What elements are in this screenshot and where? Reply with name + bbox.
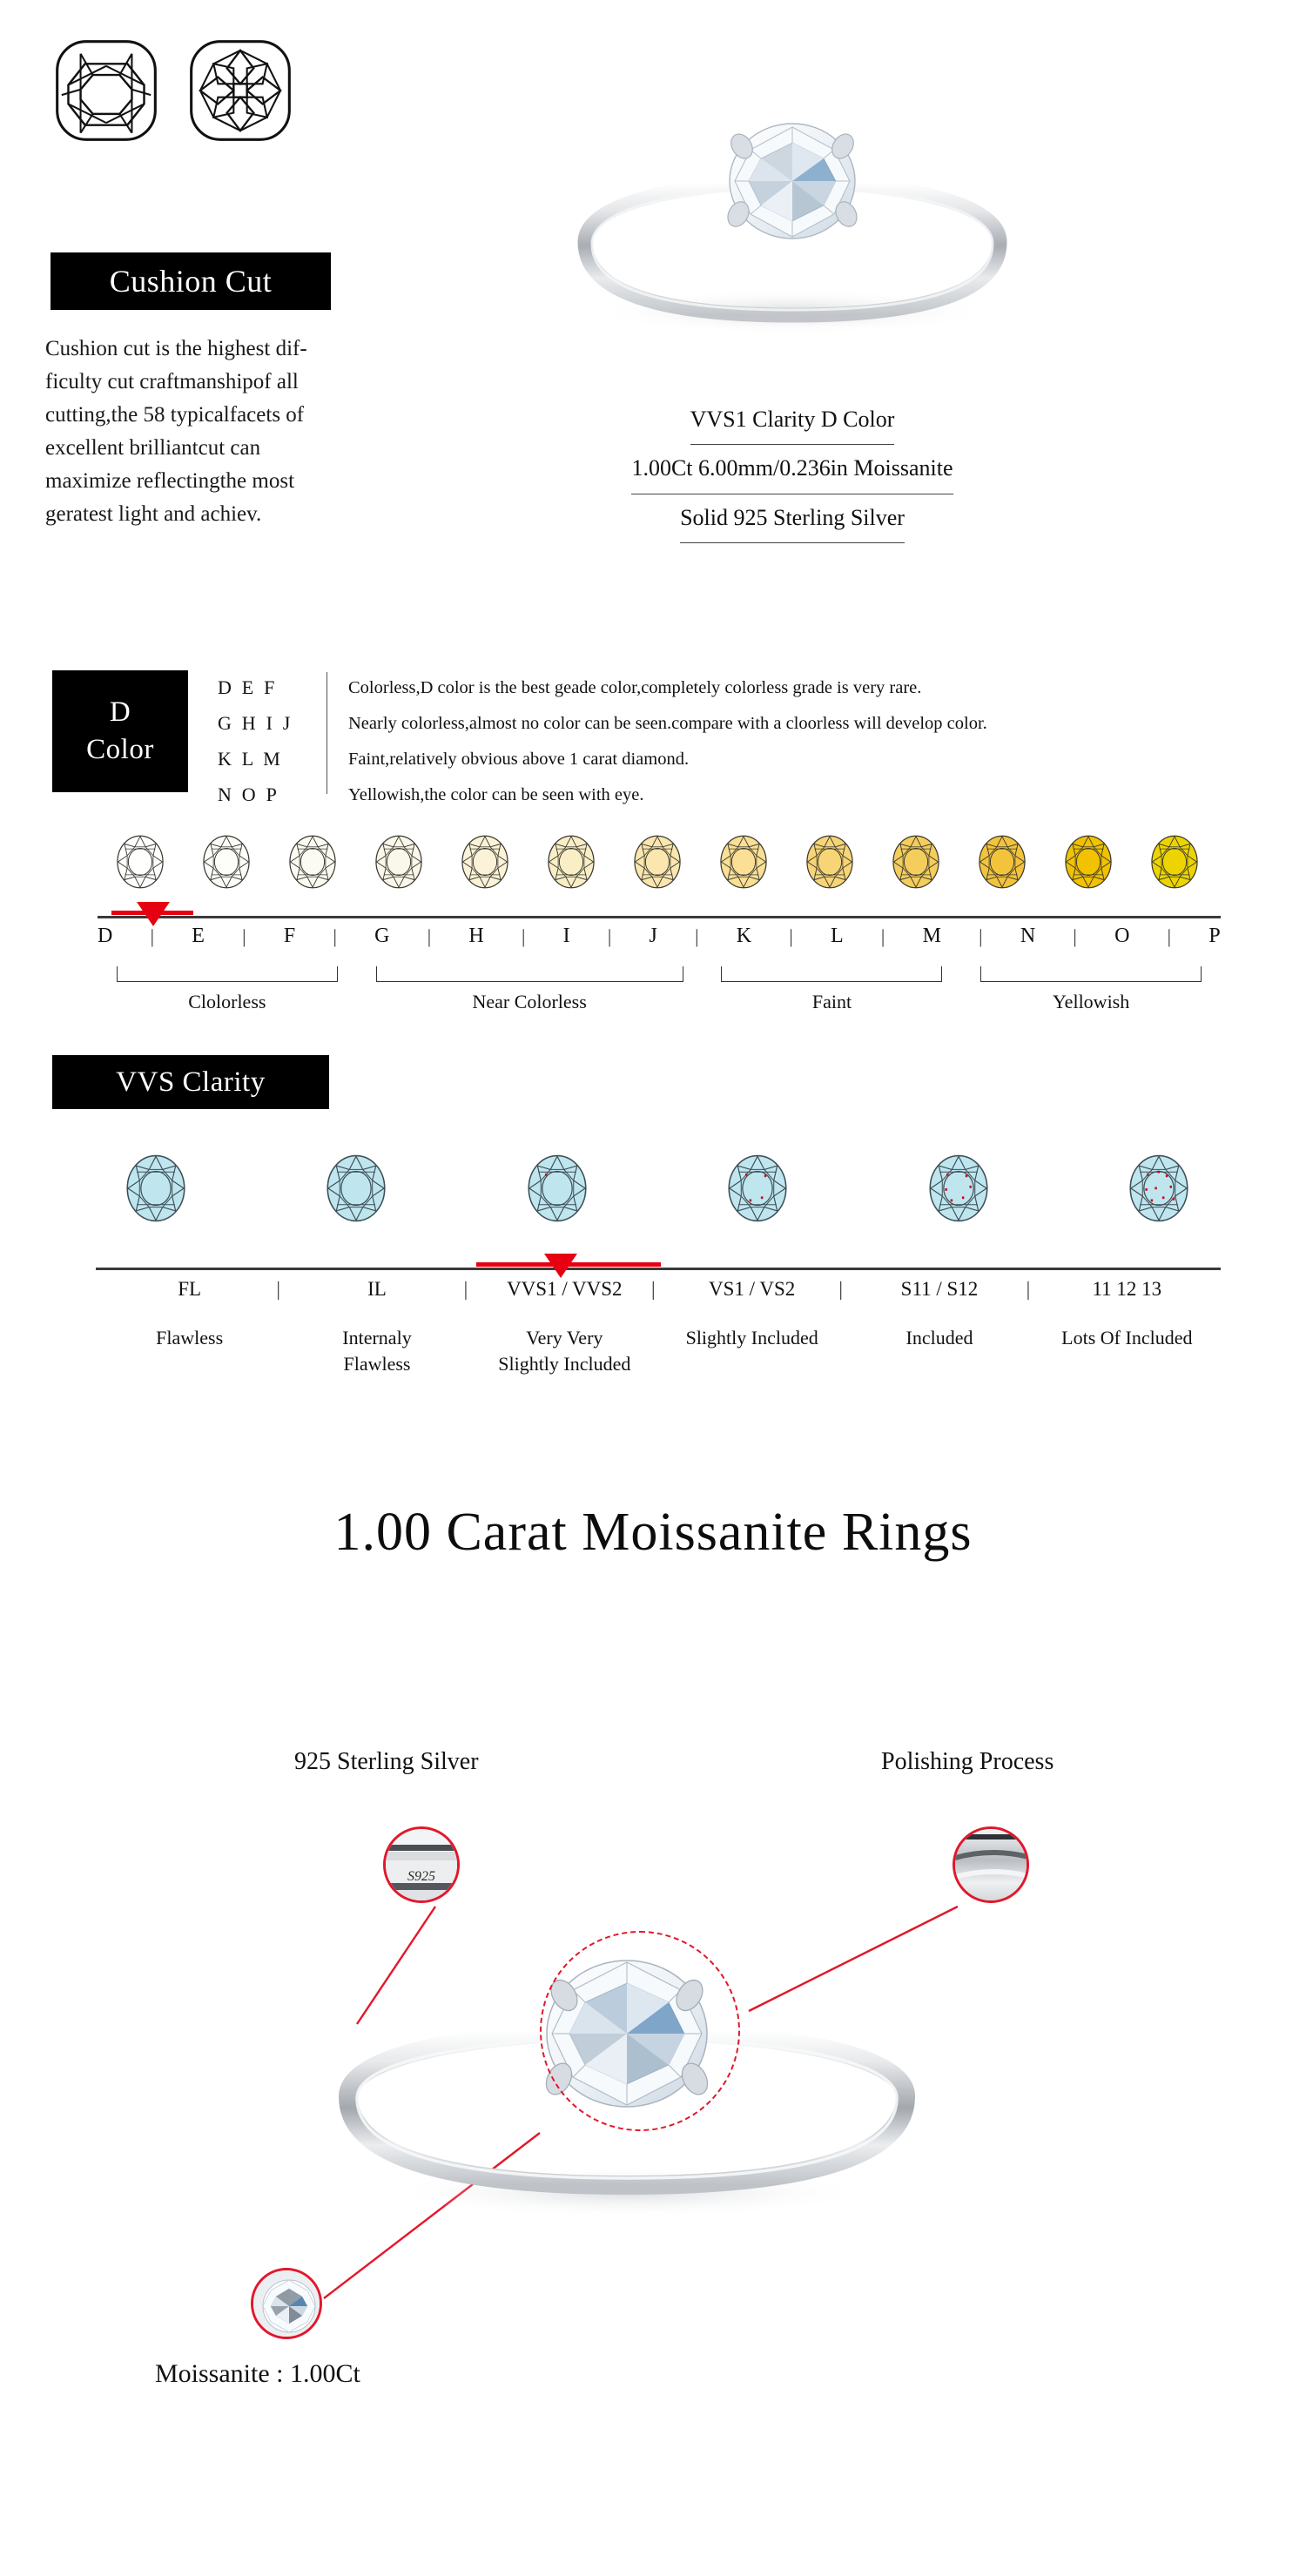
color-group-label-0: Clolorless	[188, 991, 266, 1012]
color-scale-letter-L: L	[831, 925, 844, 947]
color-scale-separator: |	[880, 925, 885, 947]
cushion-cut-description: Cushion cut is the highest dif-ficulty cut craftmanshipof all cutting,the 58 typicalfacets of excellent brilliantcut can maximize reflectingthe most geratest light and achiev.	[45, 337, 307, 526]
clarity-gem-2	[523, 1154, 591, 1222]
grade-group-2: K L M	[218, 747, 284, 770]
color-group-labels	[98, 991, 1221, 1020]
stone-highlight-circle	[540, 1931, 740, 2131]
color-gradient-gem-row	[113, 831, 1202, 892]
clarity-description-3: Slightly Included	[685, 1327, 818, 1349]
grade-group-3: N O P	[218, 783, 280, 805]
color-gem-K	[717, 835, 771, 889]
color-gem-M	[889, 835, 943, 889]
clarity-gem-3	[724, 1154, 791, 1222]
color-scale-separator: |	[427, 925, 432, 947]
callout-label-sterling-silver: 925 Sterling Silver	[294, 1748, 479, 1775]
d-color-tag-line1: D	[109, 696, 131, 729]
cushion-cut-pavilion-diagram	[185, 35, 296, 146]
color-scale-letter-M: M	[922, 925, 941, 947]
color-scale-axis	[98, 916, 1221, 918]
magnifier-moissanite-stone	[251, 2268, 322, 2339]
clarity-scale-label-1: IL	[367, 1278, 387, 1300]
color-gem-L	[803, 835, 857, 889]
center-stone	[724, 124, 861, 239]
color-scale-letter-N: N	[1020, 925, 1036, 947]
color-grade-groups	[218, 670, 313, 813]
cushion-cut-diagrams	[50, 35, 347, 139]
color-scale-letter-I: I	[562, 925, 570, 947]
clarity-scale-axis	[96, 1268, 1221, 1270]
grade-group-1: G H I J	[218, 711, 293, 734]
color-scale-letter-E: E	[192, 925, 205, 947]
clarity-scale-separator: |	[276, 1278, 280, 1300]
clarity-scale-labels	[96, 1278, 1221, 1308]
clarity-gem-5	[1125, 1154, 1193, 1222]
color-scale-separator: |	[1073, 925, 1077, 947]
caption-line-2: 1.00Ct 6.00mm/0.236in Moissanite	[631, 445, 953, 494]
clarity-scale-separator: |	[1026, 1278, 1031, 1300]
cushion-cut-tag: Cushion Cut	[50, 252, 331, 310]
color-gem-P	[1148, 835, 1202, 889]
color-grade-descriptions	[348, 670, 1254, 813]
hero-caption-block	[514, 396, 1071, 543]
clarity-description-0: Flawless	[156, 1327, 224, 1349]
clarity-gem-4	[925, 1154, 993, 1222]
color-gem-E	[199, 835, 253, 889]
color-gem-G	[372, 835, 426, 889]
color-scale-separator: |	[979, 925, 983, 947]
grade-group-0: D E F	[218, 676, 278, 698]
clarity-scale-label-3: VS1 / VS2	[709, 1278, 796, 1300]
page-title: 1.00 Carat Moissanite Rings	[333, 1503, 973, 1562]
color-group-label-1: Near Colorless	[472, 991, 587, 1012]
grade-desc-1: Nearly colorless,almost no color can be seen.compare with a cloorless will develop color.	[348, 714, 987, 733]
moissanite-ring-hero-image	[514, 78, 1071, 374]
caption-line-1: VVS1 Clarity D Color	[690, 396, 895, 445]
color-group-bracket-1	[376, 966, 683, 982]
color-scale-letter-J: J	[649, 925, 657, 947]
magnifier-s925-text: S925	[407, 1869, 435, 1884]
clarity-gem-0	[122, 1154, 190, 1222]
clarity-scale-label-4: S11 / S12	[900, 1278, 979, 1300]
clarity-scale-label-0: FL	[178, 1278, 202, 1300]
color-group-bracket-0	[117, 966, 338, 982]
color-selected-marker-arrow	[137, 902, 170, 926]
clarity-description-5: Lots Of Included	[1061, 1327, 1193, 1349]
color-scale-separator: |	[1167, 925, 1172, 947]
callout-label-polishing-process: Polishing Process	[881, 1748, 1054, 1775]
clarity-scale-separator: |	[838, 1278, 843, 1300]
grade-desc-2: Faint,relatively obvious above 1 carat diamond.	[348, 750, 690, 769]
clarity-description-1: Internaly Flawless	[342, 1327, 412, 1375]
color-gem-H	[458, 835, 512, 889]
color-group-label-2: Faint	[811, 991, 852, 1012]
color-group-bracket-2	[721, 966, 942, 982]
clarity-gem-row	[122, 1149, 1193, 1227]
color-gem-N	[975, 835, 1029, 889]
magnifier-polished-surface	[953, 1826, 1029, 1903]
color-group-brackets	[98, 966, 1221, 989]
color-scale-letter-P: P	[1208, 925, 1221, 947]
vvs-clarity-tag: VVS Clarity	[52, 1055, 329, 1109]
clarity-scale-separator: |	[463, 1278, 468, 1300]
color-scale-separator: |	[150, 925, 154, 947]
grade-desc-3: Yellowish,the color can be seen with eye.	[348, 785, 644, 804]
caption-line-3: Solid 925 Sterling Silver	[680, 494, 905, 543]
grade-desc-0: Colorless,D color is the best geade color,completely colorless grade is very rare.	[348, 678, 922, 697]
annotated-ring-section	[0, 1698, 1306, 2568]
magnifier-sterling-silver-stamp	[383, 1826, 460, 1903]
color-scale-separator: |	[521, 925, 526, 947]
d-color-tag-line2: Color	[86, 734, 154, 765]
clarity-description-2: Very Very Slightly Included	[498, 1327, 631, 1375]
clarity-scale-separator: |	[651, 1278, 656, 1300]
color-scale-letters	[98, 925, 1221, 948]
color-scale-letter-D: D	[98, 925, 113, 947]
cushion-cut-crown-diagram	[50, 35, 162, 146]
clarity-selected-marker-arrow	[544, 1254, 577, 1278]
color-scale-letter-F: F	[283, 925, 296, 947]
color-scale-separator: |	[607, 925, 612, 947]
color-scale-separator: |	[333, 925, 337, 947]
color-scale-separator: |	[695, 925, 699, 947]
color-group-label-3: Yellowish	[1053, 991, 1130, 1012]
color-scale-separator: |	[789, 925, 793, 947]
color-gem-J	[630, 835, 684, 889]
color-scale-letter-G: G	[374, 925, 390, 947]
d-color-tag	[52, 670, 188, 792]
color-scale-letter-O: O	[1114, 925, 1130, 947]
color-gem-O	[1061, 835, 1115, 889]
grade-table-divider	[326, 672, 327, 794]
clarity-descriptions	[96, 1325, 1221, 1395]
clarity-scale-label-2: VVS1 / VVS2	[507, 1278, 623, 1300]
color-gem-I	[544, 835, 598, 889]
clarity-description-4: Included	[905, 1327, 973, 1349]
color-gem-F	[286, 835, 340, 889]
color-group-bracket-3	[980, 966, 1202, 982]
color-scale-separator: |	[242, 925, 246, 947]
clarity-gem-1	[322, 1154, 390, 1222]
clarity-scale-label-5: 11 12 13	[1092, 1278, 1162, 1300]
color-gem-D	[113, 835, 167, 889]
callout-label-moissanite-carat: Moissanite : 1.00Ct	[155, 2359, 360, 2388]
color-scale-letter-H: H	[468, 925, 484, 947]
color-scale-letter-K: K	[736, 925, 752, 947]
